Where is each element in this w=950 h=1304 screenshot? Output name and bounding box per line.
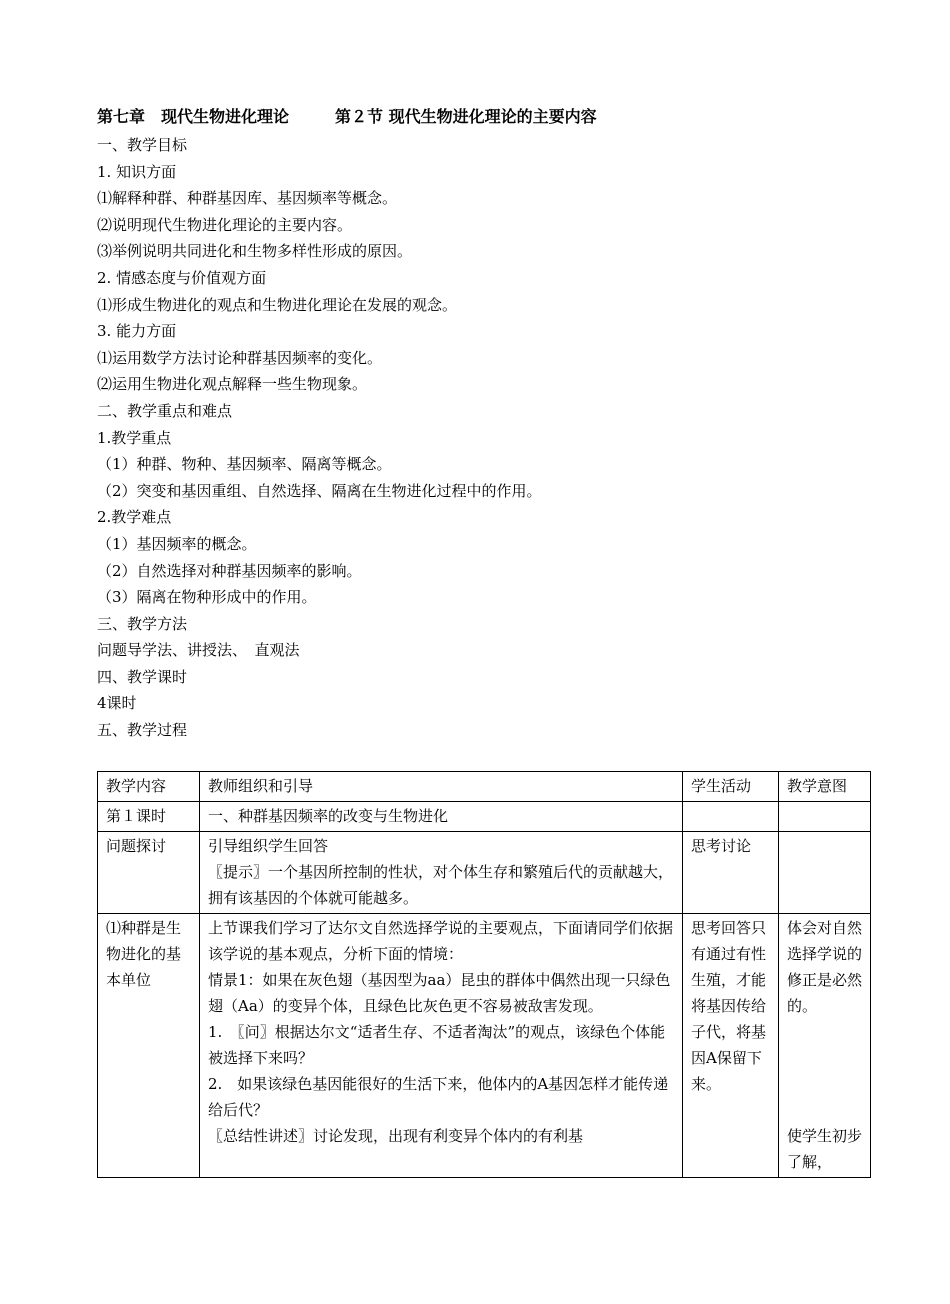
outline-line: ⑴运用数学方法讨论种群基因频率的变化。 xyxy=(97,348,383,367)
header-cell: 教学意图 xyxy=(779,772,871,802)
outline-line: 一、教学目标 xyxy=(97,136,188,154)
cell-activity: 思考回答只有通过有性生殖，才能将基因传给子代，将基因A保留下来。 xyxy=(683,914,779,1178)
outline-line: （3）隔离在物种形成中的作用。 xyxy=(97,588,317,607)
header-cell: 教学内容 xyxy=(98,772,200,802)
outline-line: 三、教学方法 xyxy=(97,614,188,633)
cell-guide: 上节课我们学习了达尔文自然选择学说的主要观点，下面请同学们依据该学说的基本观点，分析下面的情境： 情景1：如果在灰色翅（基因型为aa）昆虫的群体中偶然出现一只绿色翅（Aa）的变异个体，且绿色比灰色更不容易被敌害发现。 1. 〖问〗根据达尔文“适者生存、不适者淘汰”的观点，该绿色个体能被选择下来吗？ 2. 如果该绿色基因能很好的生活下来，他体内的A基因怎样才能传递给后代？ 〖总结性讲述〗讨论发现，出现有利变异个体内的有利基 xyxy=(200,914,683,1178)
outline-line: 五、教学过程 xyxy=(97,721,188,740)
outline-line: 4课时 xyxy=(97,694,137,713)
outline-line: 1.教学重点 xyxy=(97,428,172,447)
outline-line: 二、教学重点和难点 xyxy=(97,401,233,420)
table-header-row xyxy=(98,772,871,802)
section-title: 第２节 现代生物进化理论的主要内容 xyxy=(335,107,597,126)
document-page xyxy=(97,104,877,744)
outline-line: （1）基因频率的概念。 xyxy=(97,534,257,553)
cell-intent xyxy=(779,802,871,832)
cell-activity xyxy=(683,802,779,832)
outline-line: （2）突变和基因重组、自然选择、隔离在生物进化过程中的作用。 xyxy=(97,481,542,500)
header-cell: 教师组织和引导 xyxy=(200,772,683,802)
document-title xyxy=(97,104,877,132)
table-row xyxy=(98,802,871,832)
outline-line: ⑵运用生物进化观点解释一些生物现象。 xyxy=(97,375,368,394)
outline-line: （2）自然选择对种群基因频率的影响。 xyxy=(97,561,362,580)
teaching-process-table xyxy=(97,771,871,1178)
outline-line: ⑵说明现代生物进化理论的主要内容。 xyxy=(97,215,353,234)
outline-line: ⑴解释种群、种群基因库、基因频率等概念。 xyxy=(97,189,398,208)
header-cell: 学生活动 xyxy=(683,772,779,802)
outline-line: 问题导学法、讲授法、 直观法 xyxy=(97,641,300,660)
cell-content: 第１课时 xyxy=(98,802,200,832)
outline-line: 3. 能力方面 xyxy=(97,322,177,341)
outline xyxy=(97,132,877,744)
outline-line: 2.教学难点 xyxy=(97,508,172,527)
chapter-title: 第七章 现代生物进化理论 xyxy=(97,107,290,126)
cell-guide: 引导组织学生回答 〖提示〗一个基因所控制的性状，对个体生存和繁殖后代的贡献越大，拥有该基因的个体就可能越多。 xyxy=(200,832,683,914)
cell-content: ⑴种群是生物进化的基本单位 xyxy=(98,914,200,1178)
outline-line: 1. 知识方面 xyxy=(97,162,177,181)
cell-intent: 体会对自然选择学说的修正是必然的。 使学生初步了解， xyxy=(779,914,871,1178)
cell-activity: 思考讨论 xyxy=(683,832,779,914)
outline-line: 四、教学课时 xyxy=(97,667,188,686)
outline-line: ⑶举例说明共同进化和生物多样性形成的原因。 xyxy=(97,242,413,261)
table-row xyxy=(98,914,871,1178)
cell-guide: 一、种群基因频率的改变与生物进化 xyxy=(200,802,683,832)
cell-intent xyxy=(779,832,871,914)
outline-line: （1）种群、物种、基因频率、隔离等概念。 xyxy=(97,455,392,474)
outline-line: 2. 情感态度与价值观方面 xyxy=(97,268,267,287)
outline-line: ⑴形成生物进化的观点和生物进化理论在发展的观念。 xyxy=(97,295,458,314)
table-row xyxy=(98,832,871,914)
cell-content: 问题探讨 xyxy=(98,832,200,914)
